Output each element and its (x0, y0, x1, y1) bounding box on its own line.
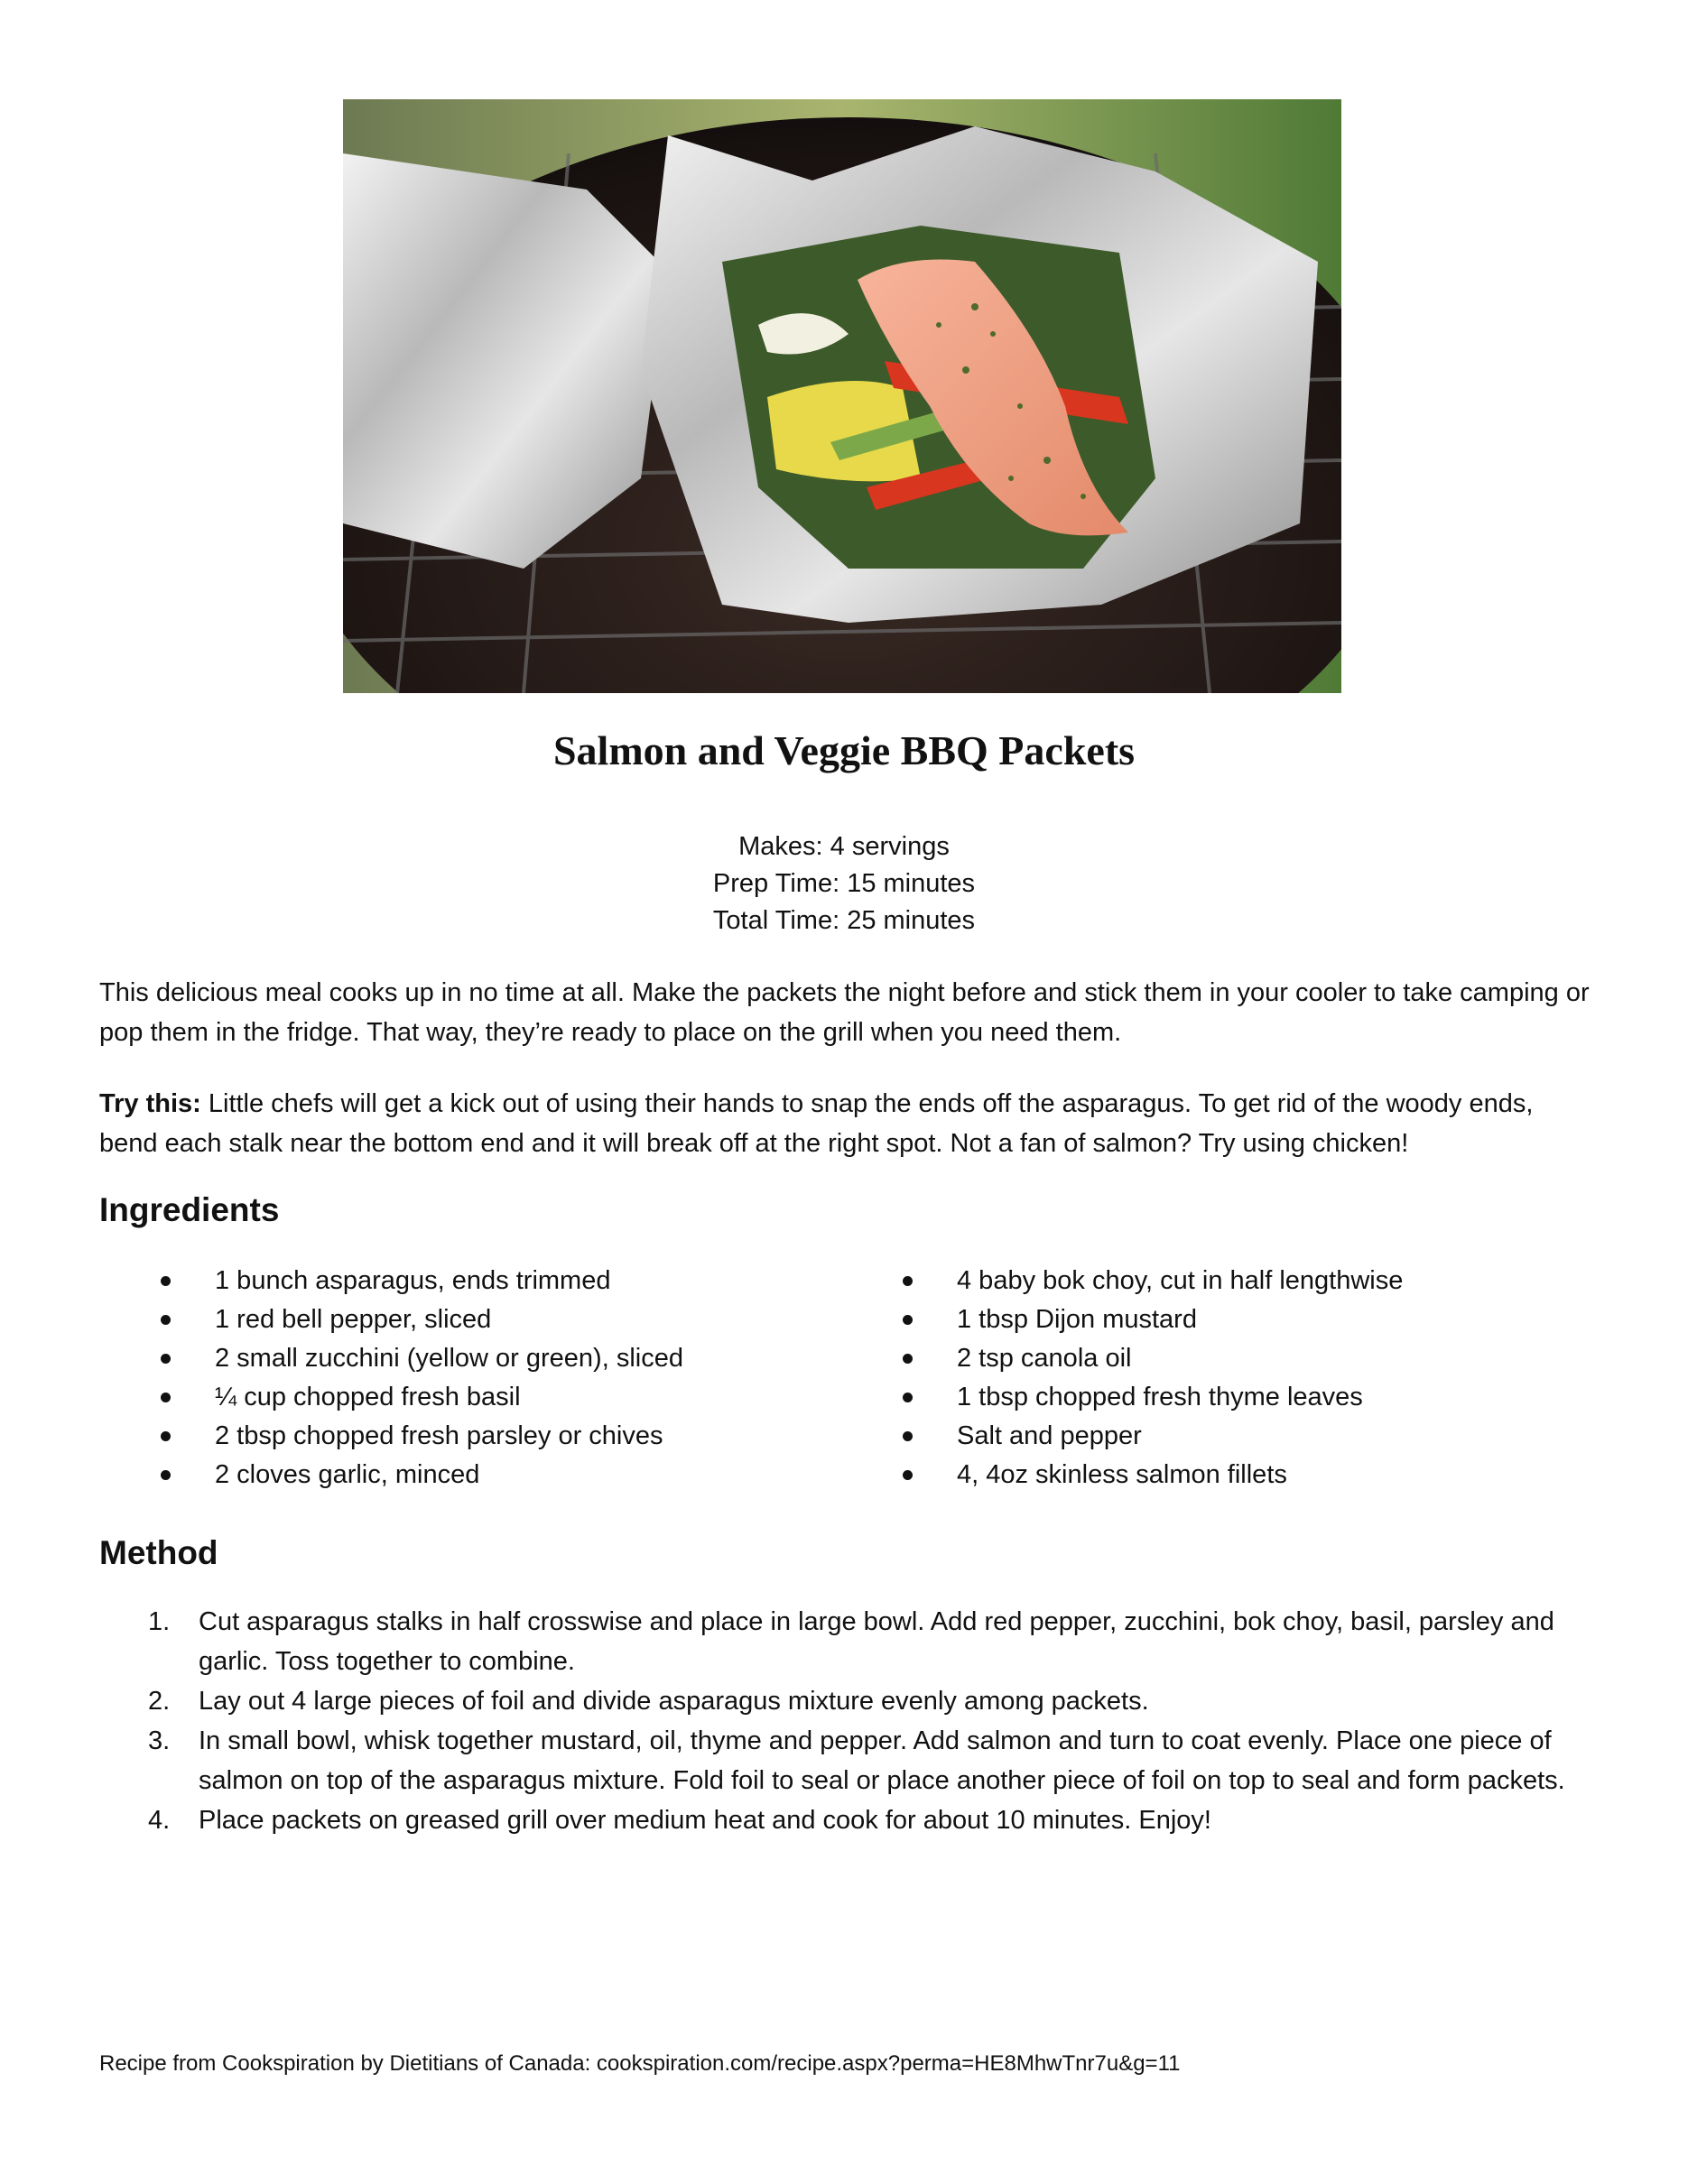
bullet-icon (903, 1431, 913, 1441)
list-item (161, 1378, 901, 1417)
ingredient-text: 4, 4oz skinless salmon fillets (957, 1460, 1287, 1489)
method-step (99, 1800, 1598, 1840)
method-step (99, 1721, 1598, 1800)
ingredients-list-right (903, 1262, 1589, 1495)
bullet-icon (161, 1276, 171, 1286)
ingredient-text: Salt and pepper (957, 1421, 1142, 1450)
bullet-icon (161, 1393, 171, 1402)
bullet-icon (903, 1315, 913, 1325)
source-footer: Recipe from Cookspiration by Dietitians of Canada: cookspiration.com/recipe.aspx?perma=HE8MhwTnr7u&g=11 (99, 2051, 1181, 2076)
salmon-packet-photo (343, 99, 1341, 693)
grill-foil-image (343, 99, 1341, 693)
step-number: 2. (148, 1687, 171, 1716)
total-time: Total Time: 25 minutes (712, 906, 976, 935)
try-this-label: Try this: (99, 1089, 201, 1118)
method-heading: Method (99, 1534, 218, 1571)
step-text: Cut asparagus stalks in half crosswise and place in large bowl. Add red pepper, zucchini, bok choy, basil, parsley and garlic. Toss together to combine. (199, 1607, 1554, 1676)
ingredient-text: 1 bunch asparagus, ends trimmed (215, 1266, 611, 1295)
ingredient-text: 1 tbsp Dijon mustard (957, 1305, 1197, 1334)
method-step (99, 1681, 1598, 1721)
list-item (903, 1417, 1589, 1456)
ingredient-text: 1 red bell pepper, sliced (215, 1305, 492, 1334)
ingredient-text: ¼ cup chopped fresh basil (215, 1383, 521, 1411)
recipe-meta (0, 828, 1688, 939)
bullet-icon (903, 1276, 913, 1286)
step-text: In small bowl, whisk together mustard, oil, thyme and pepper. Add salmon and turn to coat evenly. Place one piece of salmon on top of the asparagus mixture. Fold foil to seal or place another piece of foil on top to seal and form packets. (199, 1726, 1565, 1795)
bullet-icon (903, 1354, 913, 1364)
bullet-icon (903, 1393, 913, 1402)
intro-paragraph: This delicious meal cooks up in no time at all. Make the packets the night before and stick them in your cooler to take camping or pop them in the fridge. That way, they’re ready to place on the grill when you need them. (99, 978, 1590, 1047)
servings: Makes: 4 servings (738, 832, 950, 861)
try-this-paragraph (99, 1084, 1598, 1163)
bullet-icon (161, 1470, 171, 1480)
list-item (903, 1378, 1589, 1417)
ingredient-text: 2 cloves garlic, minced (215, 1460, 480, 1489)
ingredient-text: 4 baby bok choy, cut in half lengthwise (957, 1266, 1404, 1295)
list-item (161, 1339, 901, 1378)
list-item (903, 1339, 1589, 1378)
bullet-icon (161, 1354, 171, 1364)
list-item (903, 1262, 1589, 1300)
step-text: Place packets on greased grill over medium heat and cook for about 10 minutes. Enjoy! (199, 1806, 1211, 1835)
ingredient-text: 2 small zucchini (yellow or green), sliced (215, 1344, 683, 1373)
prep-time: Prep Time: 15 minutes (712, 869, 976, 898)
bullet-icon (161, 1431, 171, 1441)
recipe-title: Salmon and Veggie BBQ Packets (552, 727, 1136, 773)
step-text: Lay out 4 large pieces of foil and divide asparagus mixture evenly among packets. (199, 1687, 1149, 1716)
step-number: 1. (148, 1607, 171, 1636)
list-item (161, 1417, 901, 1456)
list-item (903, 1300, 1589, 1339)
list-item (161, 1300, 901, 1339)
list-item (903, 1456, 1589, 1495)
try-this-text: Little chefs will get a kick out of using their hands to snap the ends off the asparagus. To get rid of the woody ends, bend each stalk near the bottom end and it will break off at the right spot. Not a fan of salmon? Try using chicken! (99, 1089, 1534, 1158)
ingredients-heading: Ingredients (99, 1191, 280, 1228)
step-number: 3. (148, 1726, 171, 1755)
bullet-icon (903, 1470, 913, 1480)
list-item (161, 1262, 901, 1300)
list-item (161, 1456, 901, 1495)
bullet-icon (161, 1315, 171, 1325)
ingredient-text: 2 tbsp chopped fresh parsley or chives (215, 1421, 663, 1450)
ingredient-text: 2 tsp canola oil (957, 1344, 1132, 1373)
ingredient-text: 1 tbsp chopped fresh thyme leaves (957, 1383, 1363, 1411)
ingredients-list-left (161, 1262, 901, 1495)
method-step (99, 1602, 1598, 1681)
step-number: 4. (148, 1806, 171, 1835)
method-steps (99, 1602, 1598, 1840)
